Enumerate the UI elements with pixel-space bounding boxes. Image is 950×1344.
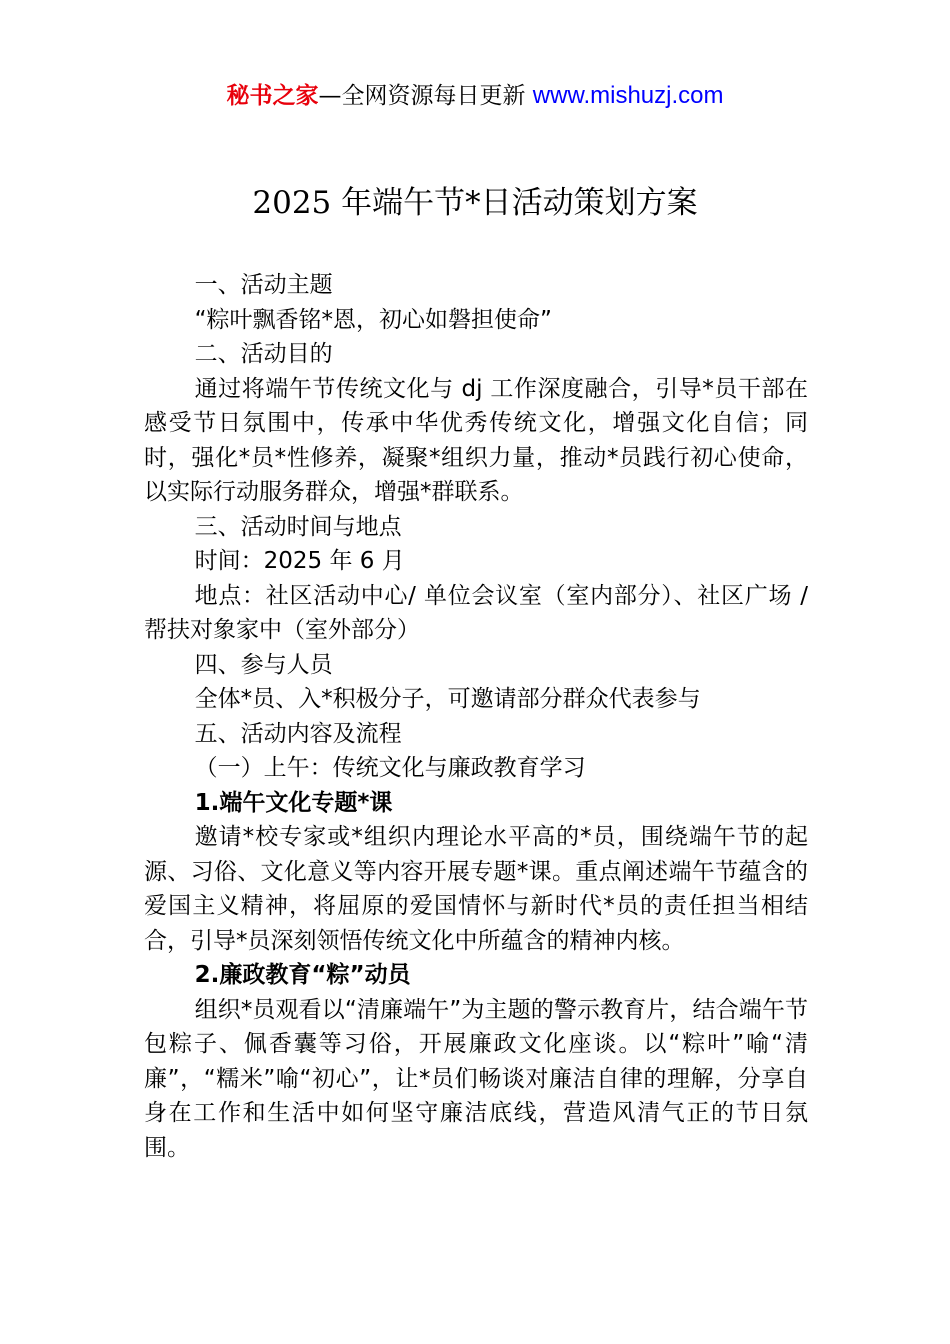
body-paragraph: 组织*员观看以“清廉端午”为主题的警示教育片，结合端午节包粽子、佩香囊等习俗，开展廉政文化座谈。以“粽叶”喻“清廉”，“糯米”喻“初心”，让*员们畅谈对廉洁自律的理解，分享自身在工作和生活中如何坚守廉洁底线，营造风清气正的节日氛围。	[144, 996, 808, 1161]
site-tagline: —全网资源每日更新	[318, 83, 533, 109]
section-heading: 二、活动目的	[194, 341, 333, 367]
document-title: 2025 年端午节*日活动策划方案	[252, 185, 698, 221]
section-heading: 一、活动主题	[194, 272, 333, 298]
site-brand: 秘书之家	[226, 83, 319, 109]
item-heading: 1.端午文化专题*课	[194, 789, 393, 816]
section-heading: 三、活动时间与地点	[194, 513, 402, 540]
theme-text: “粽叶飘香铭*恩，初心如磐担使命”	[194, 306, 552, 333]
section-heading: 五、活动内容及流程	[194, 720, 402, 747]
section-heading: 四、参与人员	[194, 651, 333, 678]
body-paragraph: 邀请*校专家或*组织内理论水平高的*员，围绕端午节的起源、习俗、文化意义等内容开展专题*课。重点阐述端午节蕴含的爱国主义精神，将屈原的爱国情怀与新时代*员的责任担当相结合，引导*员深刻领悟传统文化中所蕴含的精神内核。	[144, 824, 808, 954]
subsection-heading: （一）上午：传统文化与廉政教育学习	[194, 755, 586, 781]
document-body	[144, 268, 808, 1165]
site-url-link[interactable]: www.mishuzj.com	[532, 82, 724, 109]
item-heading: 2.廉政教育“粽”动员	[194, 962, 411, 988]
body-paragraph: 通过将端午节传统文化与 dj 工作深度融合，引导*员干部在感受节日氛围中，传承中华优秀传统文化，增强文化自信；同时，强化*员*性修养，凝聚*组织力量，推动*员践行初心使命，以实际行动服务群众，增强*群联系。	[144, 375, 808, 505]
location-text: 地点：社区活动中心/ 单位会议室（室内部分）、社区广场 / 帮扶对象家中（室外部分）	[144, 582, 808, 643]
site-header	[0, 80, 950, 112]
time-text: 时间：2025 年 6 月	[194, 548, 405, 574]
participants-text: 全体*员、入*积极分子，可邀请部分群众代表参与	[194, 686, 701, 712]
